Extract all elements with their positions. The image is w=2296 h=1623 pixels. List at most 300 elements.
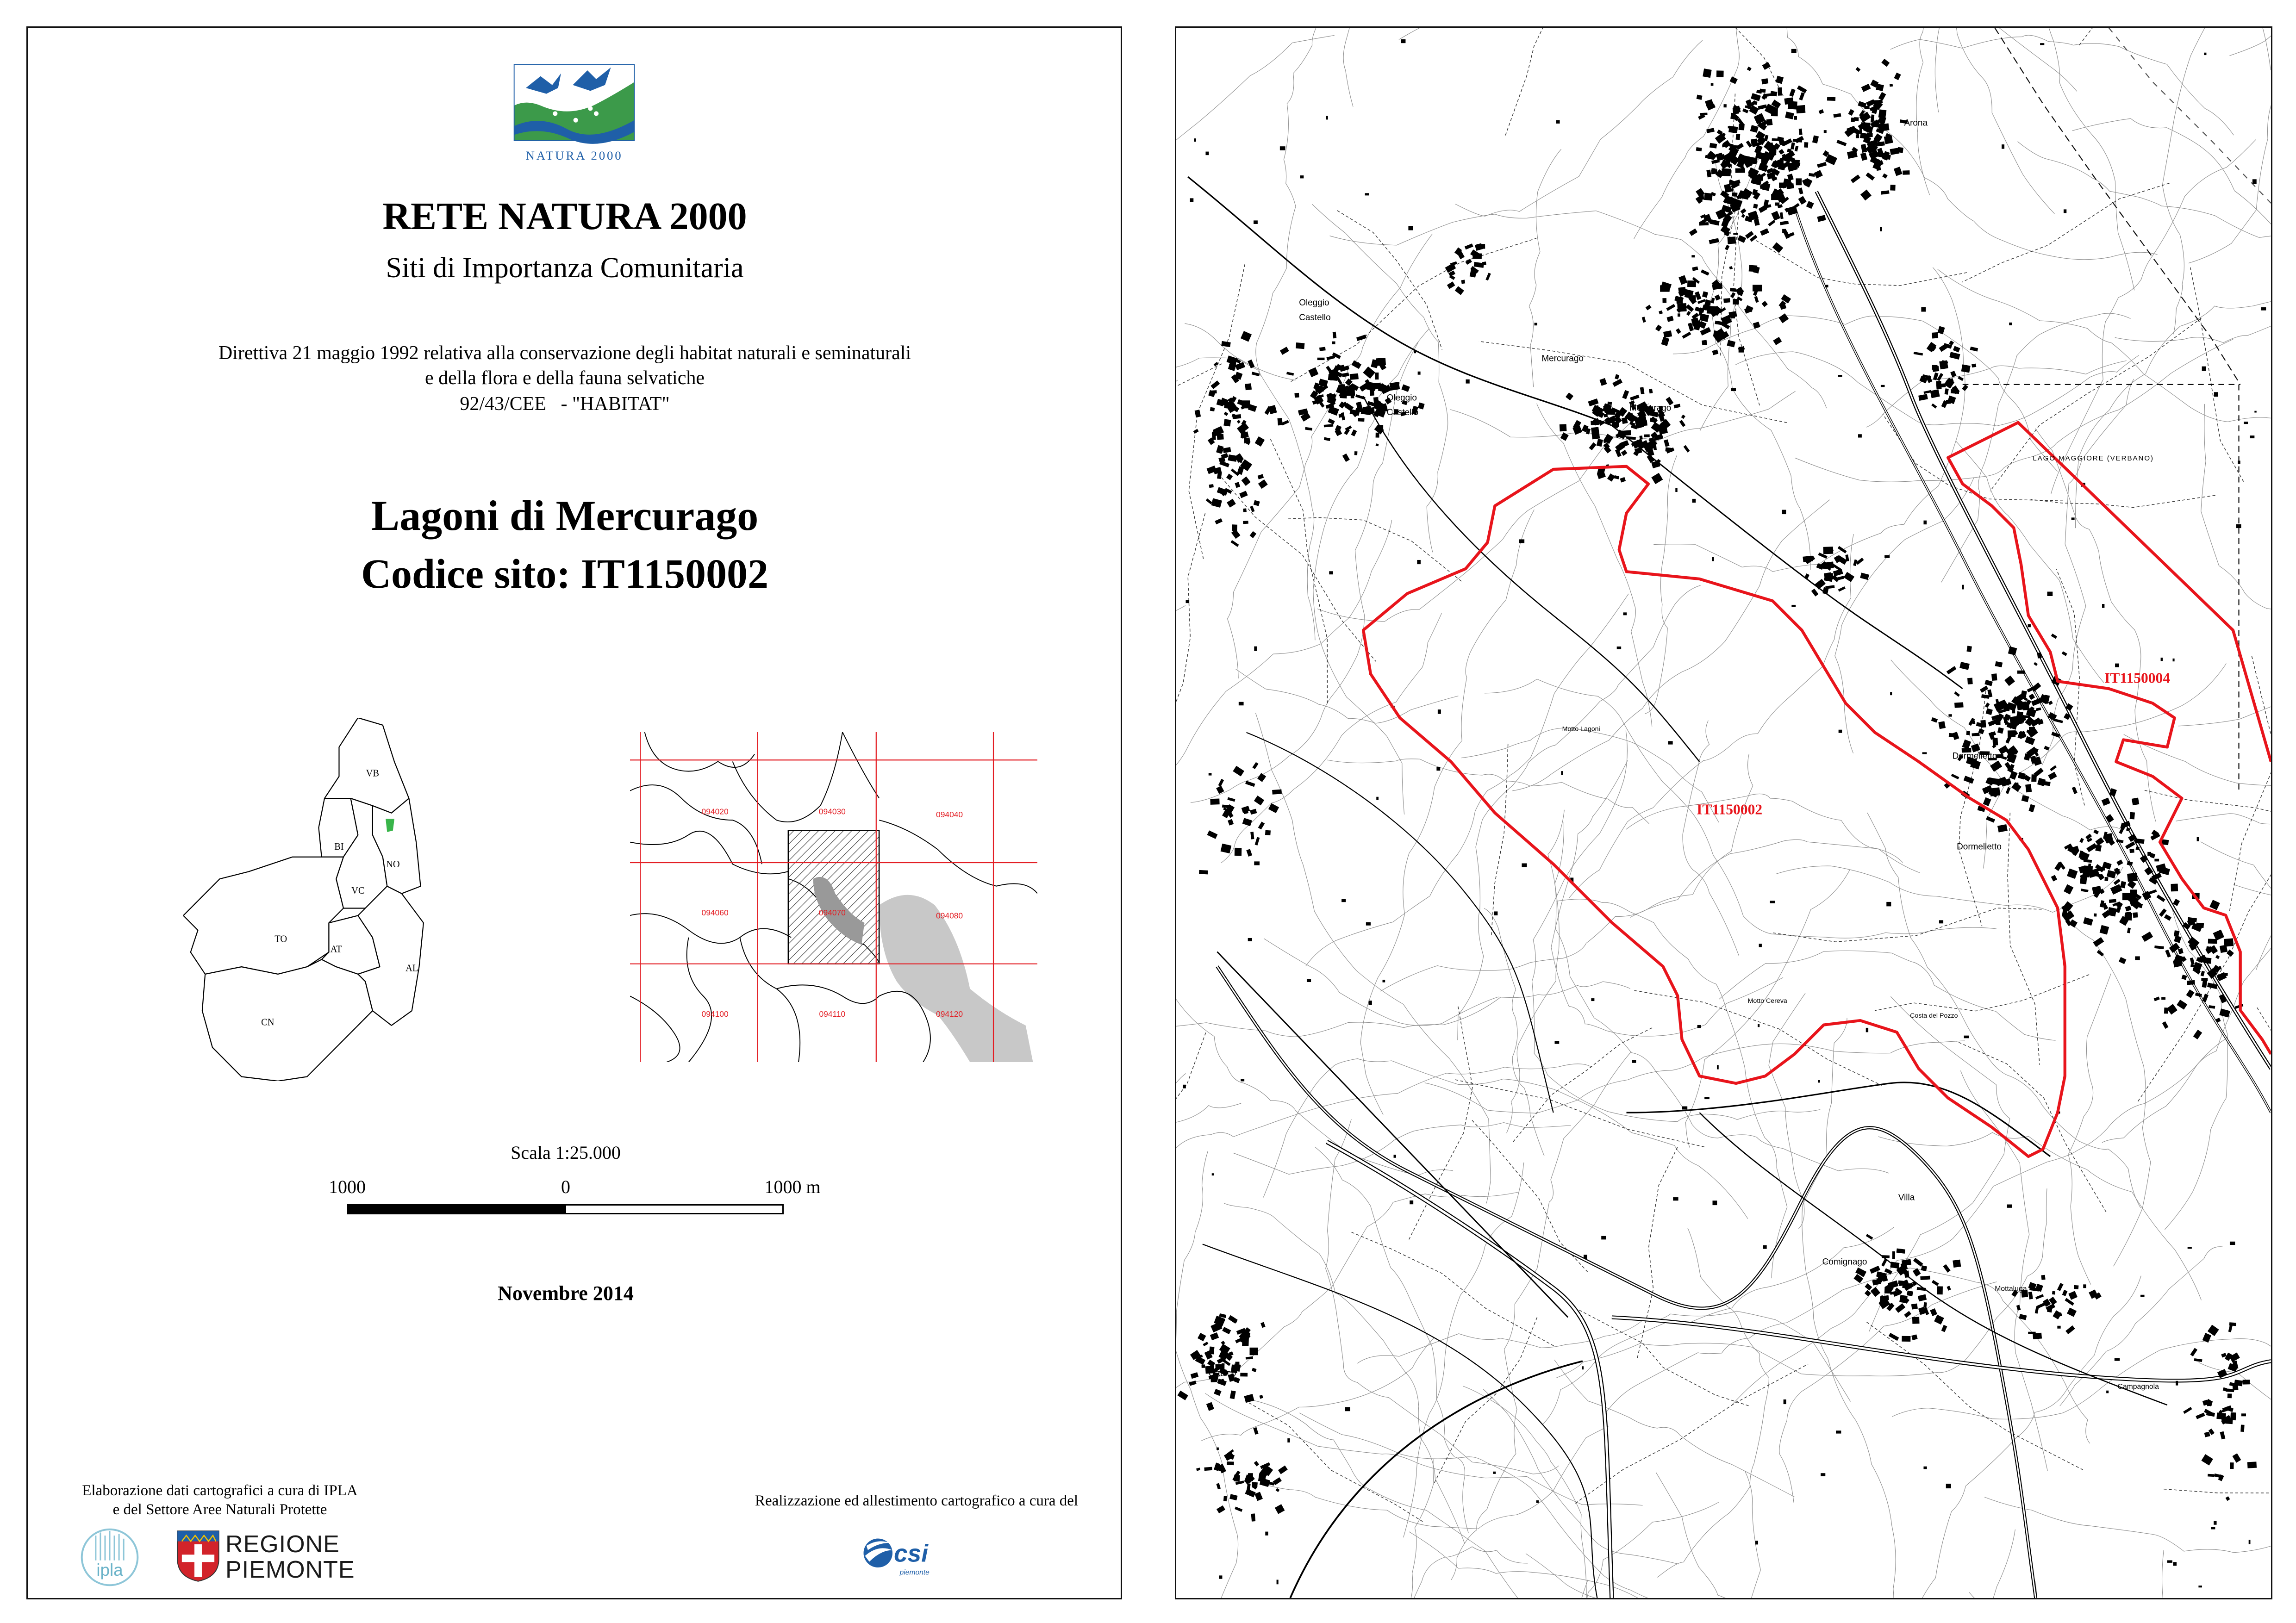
building [1732,193,1738,197]
building [1736,134,1741,140]
building [1825,285,1828,287]
building [2015,783,2019,788]
building [1932,332,1938,339]
directive-line-1: Direttiva 21 maggio 1992 relativa alla conservazione degli habitat naturali e seminaturali [218,342,911,364]
building [2247,1461,2257,1468]
building [2241,1413,2246,1416]
building [2017,671,2025,674]
building [1242,400,1250,408]
building [1212,1173,1214,1175]
building [1856,134,1859,138]
building [1376,797,1379,800]
scale-right-value: 1000 m [764,1176,821,1197]
building [2240,1424,2244,1432]
building [1704,1097,1710,1099]
building [2041,1275,2045,1280]
building [1687,280,1696,287]
building [1250,1348,1258,1355]
building [1778,87,1782,96]
building [1775,203,1779,206]
building [1217,1448,1219,1450]
building [1782,229,1786,233]
scale-bar-black-segment [349,1206,566,1213]
csi-logo-text: csi [894,1540,928,1567]
building [1591,998,1594,1001]
building [2230,1242,2235,1245]
building [1355,362,1360,367]
province-cn [202,959,373,1081]
building [1591,432,1600,439]
building [1966,646,1972,652]
building [2202,367,2206,371]
building [1265,1532,1268,1536]
building [1662,298,1666,303]
building [1401,39,1405,43]
building [1345,1407,1350,1411]
sheet-label: 094070 [818,908,846,918]
building [1622,430,1631,435]
building [2102,604,2104,608]
building [1235,848,1242,856]
building [1632,1060,1636,1063]
building [1194,138,1196,142]
building [1607,402,1612,405]
building [2188,1247,2192,1249]
building [1244,437,1250,443]
building [2236,524,2241,528]
building [1836,1430,1841,1433]
ipla-bars-icon [96,1531,124,1561]
building [1791,605,1796,607]
building [1623,612,1627,615]
building [1921,307,1926,312]
label-cn: CN [261,1017,275,1028]
building [1948,714,1952,716]
building [1675,488,1677,492]
building [1408,226,1413,230]
building [1878,109,1887,118]
building [1375,373,1379,379]
building [1186,600,1190,603]
building [1354,451,1358,455]
building [1990,787,2000,796]
building [2261,307,2266,311]
building [1702,340,1707,346]
building [1369,1001,1372,1005]
building [1747,163,1752,166]
building [2135,956,2140,960]
bird-icon [573,68,611,91]
building [1280,146,1285,150]
building [2167,1560,2172,1562]
building [1603,414,1608,417]
building [1876,165,1881,171]
building [2136,846,2140,850]
building [1243,508,1247,512]
page-subtitle: Siti di Importanza Comunitaria [386,252,744,284]
building [1954,702,1964,708]
building [1972,733,1979,736]
building [1248,938,1252,941]
building [1294,393,1299,398]
building [2109,899,2116,903]
building [1410,1200,1413,1204]
building [1711,83,1714,86]
building [1866,1028,1868,1032]
building [1858,434,1862,437]
building [1966,731,1970,735]
place-motto-cereva: Motto Cereva [1747,997,1787,1005]
building [1730,145,1740,149]
building [2025,784,2032,792]
sheet-label: 094020 [701,807,729,816]
building [1307,979,1311,982]
building [2028,624,2031,627]
scale-label: Scala 1:25.000 [511,1142,621,1163]
building [1962,585,1964,590]
building [1723,298,1730,303]
place-dormelletto: Dormelletto [1952,751,1997,761]
building [2254,411,2256,413]
building [1519,539,1524,543]
building [1920,1276,1930,1280]
logo-text: NATURA 2000 [525,149,623,163]
building [1713,1200,1717,1205]
building [2230,1462,2234,1469]
building [1759,944,1762,947]
building [1766,119,1772,126]
building [1201,1364,1205,1368]
building [2004,720,2008,723]
place-castello: Castello [1386,408,1419,418]
building [2214,392,2218,397]
building [1784,97,1794,105]
building [1617,647,1621,649]
directive-line-3: 92/43/CEE - "HABITAT" [460,393,670,415]
sheet-label: 094100 [701,1009,729,1019]
building [1886,902,1891,906]
building [1649,438,1654,441]
building [1911,1303,1918,1309]
building [1418,372,1421,375]
building [2172,659,2174,661]
building [1700,112,1708,115]
building [1522,863,1527,867]
building [2071,517,2075,520]
label-no: NO [386,859,400,870]
building [1584,1255,1587,1259]
building [1601,1236,1606,1240]
building [1641,413,1645,420]
building [2244,422,2248,424]
building [1771,108,1778,117]
building [2129,849,2134,853]
building [1711,168,1716,173]
building [1723,104,1726,107]
building [2196,923,2204,928]
building [1751,139,1758,146]
place-villa: Villa [1898,1193,1915,1203]
building [1882,1255,1890,1258]
ipla-credit-line-1: Elaborazione dati cartografici a cura di IPLA [82,1482,358,1499]
building [1897,147,1903,153]
directive-line-2: e della flora e della fauna selvatiche [425,367,705,389]
place-gattico: Gattico [1208,1368,1236,1378]
building [1472,253,1482,259]
building [1210,799,1219,805]
building [2037,653,2042,659]
natura-2000-logo [508,62,640,167]
building [1190,198,1194,202]
building [1394,1155,1396,1158]
scale-left-value: 1000 [329,1176,366,1197]
building [1341,899,1346,902]
building [1582,1366,1584,1369]
building [1341,384,1345,387]
building [2171,883,2178,891]
building [1236,849,1238,852]
building [1204,1467,1212,1471]
building [1414,350,1416,353]
building [1383,980,1385,983]
building [1560,424,1567,431]
building [1828,548,1832,552]
place-dormelletto: Dormelletto [1957,842,2002,852]
building [1477,244,1485,249]
building [1827,97,1835,101]
building [2252,179,2257,184]
building [2154,859,2159,862]
building [1923,521,1927,525]
building [1287,1438,1290,1443]
building [2040,43,2044,45]
building [2173,1562,2177,1566]
building [1992,738,1998,746]
building [1880,227,1882,231]
place-mottaluga: Mottaluga [1995,1285,2027,1293]
label-bi: BI [334,841,344,852]
building [2097,867,2105,871]
building [1753,204,1758,209]
building [1722,168,1731,176]
building [1668,741,1673,744]
building [1227,1461,1234,1465]
building [1799,129,1803,135]
place-arona: Arona [1904,118,1928,128]
building [2214,1521,2216,1525]
scale-bar [347,1204,784,1214]
building [1818,1080,1820,1082]
building [1892,1251,1895,1259]
building [1996,719,2000,725]
building [2047,592,2053,596]
building [1536,1500,1539,1503]
building [2204,53,2206,55]
place-motto-lagoni: Motto Lagoni [1562,725,1600,733]
building [1692,499,1696,503]
building [1211,390,1217,394]
building [2106,1391,2109,1393]
building [2003,703,2010,711]
building [2074,1285,2078,1289]
building [1235,1362,1240,1364]
building [2147,852,2151,856]
building [2064,209,2066,213]
building [1219,1575,1222,1579]
building [1796,178,1802,185]
building [1733,299,1739,305]
building [2249,1540,2251,1544]
bird-icon [526,73,561,93]
building [1890,84,1893,87]
building [1240,1373,1248,1376]
regione-logo-text-1: REGIONE [225,1531,340,1558]
sheet-label: 094030 [818,807,846,816]
building [2208,939,2217,944]
building [1493,1472,1496,1474]
building [1494,911,1497,915]
building [2002,144,2004,149]
building [1329,571,1333,574]
building [1209,484,1214,488]
building [2176,1381,2178,1386]
place-oleggio: Oleggio [1299,298,1329,308]
building [1272,790,1282,795]
building [2197,837,2199,841]
building [1241,431,1245,439]
building [1326,116,1328,120]
building [1753,285,1762,291]
building [2238,460,2240,464]
building [1199,870,1208,875]
building [1763,1245,1766,1249]
building [1980,720,1986,728]
building [1874,124,1879,128]
sheet-label: 094110 [819,1009,846,1019]
building [2057,1326,2060,1329]
building [1780,158,1784,163]
sheet-index-map [630,732,1037,1062]
place-comignago: Comignago [1822,1257,1867,1267]
building [1417,560,1421,564]
topographic-map[interactable] [1176,28,2271,1598]
building [1791,49,1797,53]
ipla-logo [79,1526,141,1588]
building [1758,1024,1759,1027]
csi-logo-subtext: piemonte [899,1568,930,1577]
building [1712,557,1714,561]
building [1265,830,1271,835]
building [1881,385,1885,387]
csi-credit-line: Realizzazione ed allestimento cartografico a cura del [755,1492,1079,1509]
building [1912,1317,1920,1324]
building [1658,425,1668,435]
building [1436,767,1440,771]
building [1770,901,1775,903]
building [1699,222,1709,225]
place-campagnola: Campagnola [2117,1383,2159,1391]
building [2243,1380,2250,1384]
building [1890,692,1892,695]
building [1890,1262,1899,1269]
building [1821,1473,1825,1476]
building [1824,130,1827,133]
ipla-logo-text: ipla [96,1561,123,1580]
place-castello: Castello [1299,312,1331,323]
building [1251,1513,1256,1521]
building [1673,1197,1678,1200]
sheet-label: 094060 [701,908,729,918]
building [1733,233,1738,235]
building [2204,958,2212,964]
building [1839,730,1842,733]
building [1296,342,1304,349]
building [1376,433,1379,438]
piemonte-locator-map [183,718,425,1081]
building [2083,1284,2086,1288]
sheet-label: 094080 [936,911,963,920]
building [2009,323,2012,325]
building [1366,922,1371,926]
building [1300,175,1304,178]
building [1772,145,1777,154]
building [2122,893,2131,900]
building [1796,105,1806,113]
building [2161,658,2163,661]
scale-zero-value: 0 [561,1176,570,1197]
building [2016,718,2024,723]
building [1374,400,1379,405]
regione-piemonte-shield-icon [176,1530,220,1583]
label-vb: VB [366,768,379,779]
building [1731,388,1736,391]
building [2187,980,2195,985]
building [1735,168,1745,173]
building [1946,1484,1951,1488]
building [1254,861,1260,865]
building [2007,1205,2012,1208]
building [1703,68,1711,78]
building [1241,1079,1244,1082]
building [2140,1295,2145,1297]
building [1936,381,1941,389]
building [1967,678,1973,684]
building [2208,1474,2214,1477]
building [1890,185,1895,191]
building [1466,379,1470,384]
page-title: RETE NATURA 2000 [382,195,747,238]
building [1340,391,1348,398]
building [1644,434,1649,437]
building [1205,152,1209,155]
building [1938,721,1946,729]
site-code-label: IT1150002 [1697,801,1763,818]
building [1902,1283,1912,1288]
ipla-credit-line-2: e del Settore Aree Naturali Protette [112,1501,327,1518]
building [1755,1541,1758,1544]
regione-logo-text-2: PIEMONTE [225,1556,355,1583]
building [1277,418,1282,425]
place-mercurago: Mercurago [1629,403,1672,413]
building [1691,255,1695,257]
building [2028,1332,2035,1334]
building [2224,938,2234,946]
building [1772,138,1780,141]
building [1704,193,1713,200]
building [1730,313,1735,318]
label-at: AT [330,944,342,955]
building [1682,1107,1687,1110]
